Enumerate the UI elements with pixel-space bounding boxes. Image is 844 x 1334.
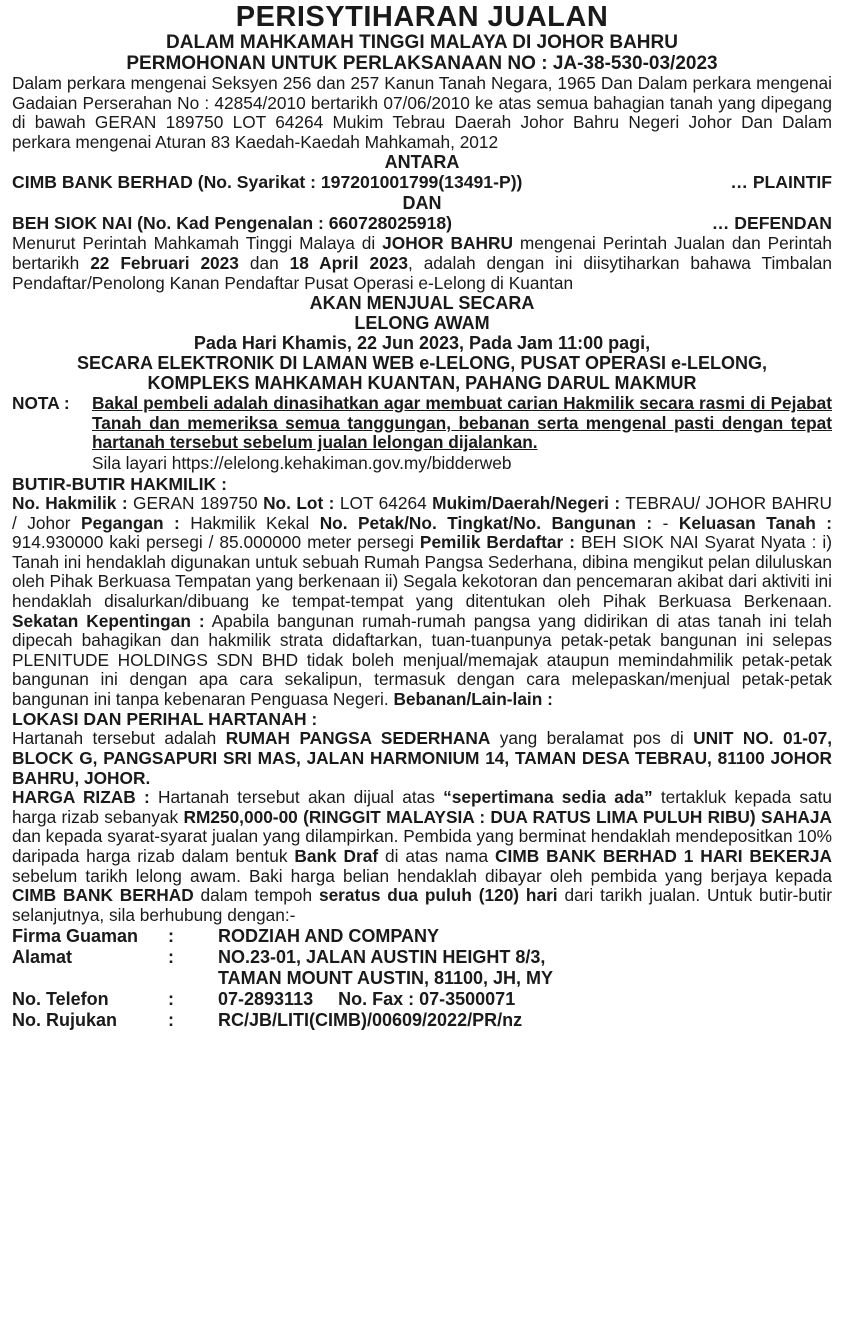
document-title: PERISYTIHARAN JUALAN [235, 1, 609, 33]
auction-line-2: LELONG AWAM [354, 313, 490, 334]
address-spacer [168, 968, 218, 989]
bidder-website: Sila layari https://elelong.kehakiman.gov.my/bidderweb [92, 452, 512, 473]
address-line-1: NO.23-01, JALAN AUSTIN HEIGHT 8/3, [218, 947, 546, 968]
defendant-name: BEH SIOK NAI (No. Kad Pengenalan : 660728025918) [12, 213, 452, 234]
reference-label: No. Rujukan [12, 1010, 118, 1031]
auction-line-1: AKAN MENJUAL SECARA [309, 293, 535, 314]
reserve-price-paragraph: HARGA RIZAB : Hartanah tersebut akan dijual atas “sepertimana sedia ada” tertakluk kepada satu harga rizab sebanyak RM250,000-00 (RINGGIT MALAYSIA : DUA RATUS LIMA PULUH RIBU) SAHAJA dan kepada syarat-syarat jualan yang dilampirkan. Pembida yang berminat hendaklah mendepositkan 10% daripada harga rizab dalam bentuk Bank Draf di atas nama CIMB BANK BERHAD 1 HARI BEKERJA sebelum tarikh lelong awam. Baki harga belian hendaklah dibayar oleh pembida yang berjaya kepada CIMB BANK BERHAD dalam tempoh seratus dua puluh (120) hari dari tarikh jualan. Untuk butir-butir selanjutnya, sila berhubung dengan:- [12, 787, 833, 925]
address-label: Alamat [12, 947, 73, 968]
auction-date: Pada Hari Khamis, 22 Jun 2023, Pada Jam 11:00 pagi, [193, 333, 651, 354]
dan-heading: DAN [402, 193, 442, 214]
nota-block [12, 394, 832, 453]
title-details-paragraph: No. Hakmilik : GERAN 189750 No. Lot : LOT 64264 Mukim/Daerah/Negeri : TEBRAU/ JOHOR BAHRU / Johor Pegangan : Hakmilik Kekal No. Petak/No. Tingkat/No. Bangunan : - Keluasan Tanah : 914.930000 kaki persegi / 85.000000 meter persegi Pemilik Berdaftar : BEH SIOK NAI Syarat Nyata : i) Tanah ini hendaklah digunakan untuk sebuah Rumah Pangsa Sederhana, dibina mengikut pelan diluluskan oleh Pihak Berkuasa Tempatan yang berkenaan ii) Segala kekotoran dan pencemaran akibat dari aktiviti ini hendaklah disalurkan/dibuang ke tempat-tempat yang ditentukan oleh Pihak Berkuasa Berkenaan. Sekatan Kepentingan : Apabila bangunan rumah-rumah pangsa yang didirikan di atas tanah ini telah dipecah bahagikan dan hakmilik strata didaftarkan, tuan-tuanpunya petak-petak bangunan ini selepas PLENITUDE HOLDINGS SDN BHD tidak boleh menjual/memajak ataupun memindahmilik petak-petak bangunan ini dengan apa cara sekalipun, termasuk dengan cara melepaskan/menjual petak-petak bangunan ini tanpa kebenaran Penguasa Negeri. Bebanan/Lain-lain : [12, 492, 833, 709]
phone-fax: 07-2893113 No. Fax : 07-3500071 [218, 989, 516, 1010]
reference-number: RC/JB/LITI(CIMB)/00609/2022/PR/nz [218, 1010, 523, 1031]
auction-venue-2: KOMPLEKS MAHKAMAH KUANTAN, PAHANG DARUL MAKMUR [147, 373, 697, 394]
firm-label: Firma Guaman [12, 926, 139, 947]
separator: : [168, 989, 174, 1010]
plaintiff-name: CIMB BANK BERHAD (No. Syarikat : 197201001799(13491-P)) [12, 172, 523, 193]
butir-heading: BUTIR-BUTIR HAKMILIK : [12, 473, 227, 494]
separator: : [168, 1010, 174, 1031]
order-paragraph: Menurut Perintah Mahkamah Tinggi Malaya di JOHOR BAHRU mengenai Perintah Jualan dan Perintah bertarikh 22 Februari 2023 dan 18 April 2023, adalah dengan ini diisytiharkan bahawa Timbalan Pendaftar/Penolong Kanan Pendaftar Pusat Operasi e-Lelong di Kuantan [12, 233, 832, 293]
address-line-2: TAMAN MOUNT AUSTIN, 81100, JH, MY [218, 968, 554, 989]
plaintiff-role: … PLAINTIF [730, 172, 832, 193]
intro-paragraph: Dalam perkara mengenai Seksyen 256 dan 257 Kanun Tanah Negara, 1965 Dan Dalam perkara mengenai Gadaian Perserahan No : 42854/2010 bertarikh 07/06/2010 ke atas semua bahagian tanah yang dipegang di bawah GERAN 189750 LOT 64264 Mukim Tebrau Daerah Johor Bahru Negeri Johor Dan Dalam perkara mengenai Aturan 83 Kaedah-Kaedah Mahkamah, 2012 [12, 73, 832, 152]
phone-label: No. Telefon [12, 989, 109, 1010]
location-paragraph: Hartanah tersebut adalah RUMAH PANGSA SEDERHANA yang beralamat pos di UNIT NO. 01-07, BLOCK G, PANGSAPURI SRI MAS, JALAN HARMONIUM 14, TAMAN DESA TEBRAU, 81100 JOHOR BAHRU, JOHOR. [12, 728, 832, 788]
address-spacer [12, 968, 168, 989]
defendant-row [12, 213, 832, 234]
separator: : [168, 947, 174, 968]
auction-venue-1: SECARA ELEKTRONIK DI LAMAN WEB e-LELONG, PUSAT OPERASI e-LELONG, [76, 353, 768, 374]
defendant-role: … DEFENDAN [711, 213, 832, 234]
contact-table [12, 926, 832, 1031]
lokasi-heading: LOKASI DAN PERIHAL HARTANAH : [12, 709, 318, 730]
court-heading: DALAM MAHKAMAH TINGGI MALAYA DI JOHOR BAHRU [166, 32, 678, 53]
separator: : [168, 926, 174, 947]
application-number: PERMOHONAN UNTUK PERLAKSANAAN NO : JA-38-530-03/2023 [126, 53, 718, 74]
firm-name: RODZIAH AND COMPANY [218, 926, 439, 947]
nota-label: NOTA : [12, 393, 70, 414]
nota-text: Bakal pembeli adalah dinasihatkan agar membuat carian Hakmilik secara rasmi di Pejabat Tanah dan memeriksa semua tanggungan, bebanan serta mengenal pasti dengan tepat hartanah tersebut sebelum jualan lelongan dijalankan. [92, 393, 832, 453]
antara-heading: ANTARA [384, 152, 460, 173]
plaintiff-row [12, 172, 832, 193]
